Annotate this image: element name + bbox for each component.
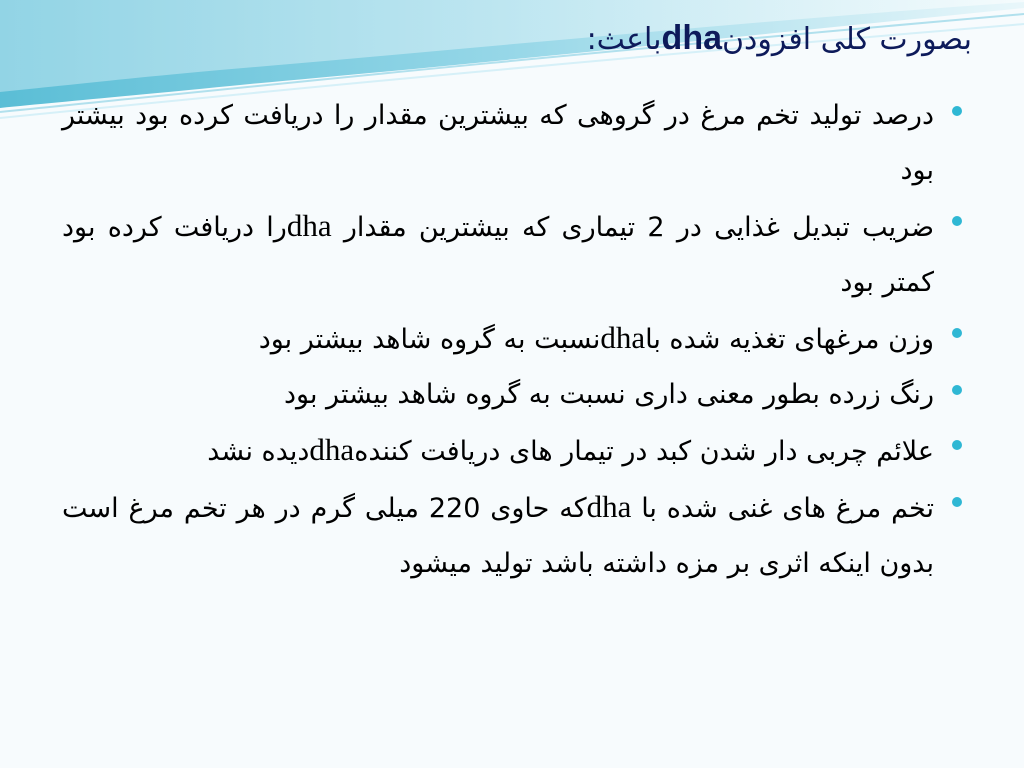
bullet-dot-icon	[952, 385, 962, 395]
slide-title	[220, 14, 972, 64]
bullet-text: تخم مرغ های غنی شده با	[631, 493, 934, 524]
bullet-dot-icon	[952, 106, 962, 116]
bullet-latin-term: dha	[286, 208, 332, 243]
bullet-dot-icon	[952, 497, 962, 507]
bullet-list	[62, 88, 962, 591]
bullet-text: ضریب تبدیل غذایی در 2 تیماری که بیشترین مقدار	[331, 212, 934, 243]
bullet-dot-icon	[952, 216, 962, 226]
bullet-item	[62, 422, 962, 479]
bullet-dot-icon	[952, 440, 962, 450]
bullet-item	[62, 367, 962, 422]
bullet-text: نسبت به گروه شاهد بیشتر بود	[258, 324, 601, 355]
bullet-item	[62, 88, 962, 198]
bullet-text: دیده نشد	[207, 436, 310, 467]
bullet-latin-term: dha	[586, 489, 632, 524]
bullet-item	[62, 310, 962, 367]
bullet-text: درصد تولید تخم مرغ در گروهی که بیشترین مقدار را دریافت کرده بود بیشتر بود	[62, 100, 934, 186]
title-pre: بصورت کلی افزودن	[722, 22, 972, 57]
bullet-latin-term: dha	[309, 432, 355, 467]
bullet-text: را دریافت کرده بود کمتر بود	[62, 212, 934, 298]
bullet-item	[62, 479, 962, 591]
bullet-text: رنگ زرده بطور معنی داری نسبت به گروه شاهد بیشتر بود	[283, 379, 934, 410]
bullet-item	[62, 198, 962, 310]
bullet-dot-icon	[952, 328, 962, 338]
title-latin: dha	[661, 19, 722, 57]
bullet-latin-term: dha	[600, 320, 646, 355]
bullet-text: وزن مرغهای تغذیه شده با	[645, 324, 934, 355]
bullet-text: علائم چربی دار شدن کبد در تیمار های دریافت کننده	[354, 436, 934, 467]
bullet-text: که حاوی 220 میلی گرم در هر تخم مرغ است بدون اینکه اثری بر مزه داشته باشد تولید میشود	[62, 493, 934, 579]
title-post: باعث:	[586, 22, 662, 57]
